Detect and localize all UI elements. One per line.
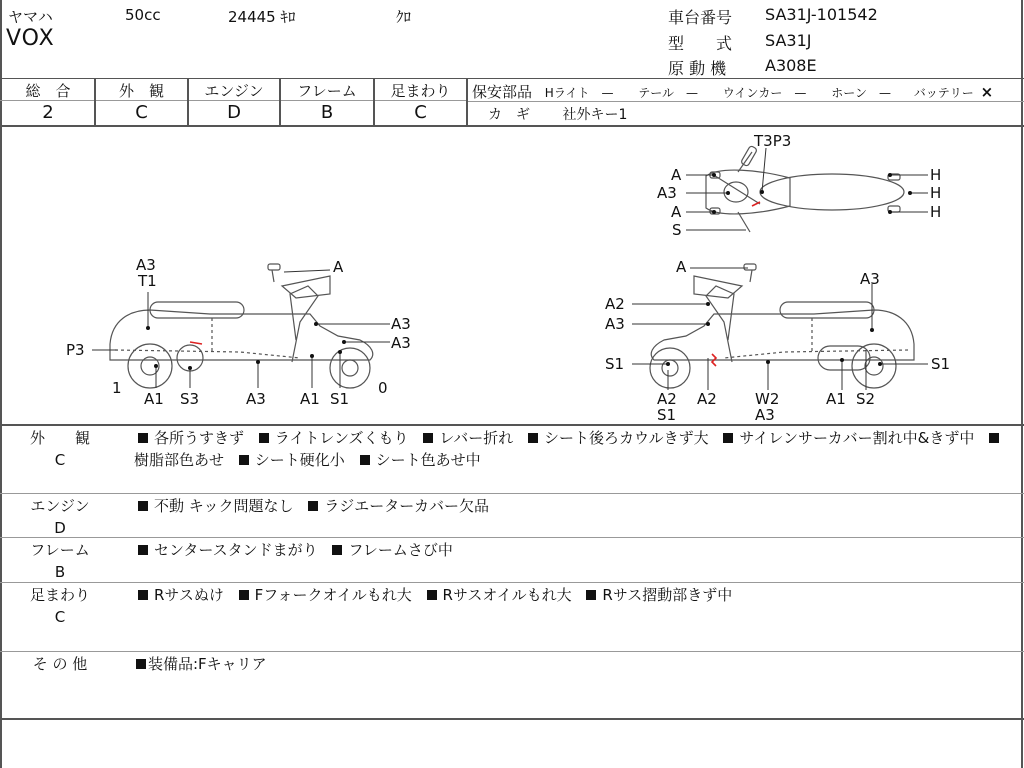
label: A2 <box>697 390 717 408</box>
engine-grade-label: エンジン <box>204 82 264 100</box>
engine-grade: D <box>227 102 241 123</box>
label: 1 <box>112 379 122 397</box>
label: A1 <box>826 390 846 408</box>
safety-battery: バッテリー <box>913 86 974 100</box>
remark-engine-label <box>0 495 120 539</box>
label: S1 <box>330 390 350 408</box>
remark-engine-text <box>134 495 1014 517</box>
label: A <box>676 258 687 276</box>
remark-suspension-label <box>0 584 120 628</box>
label: S3 <box>180 390 200 408</box>
remark-grade: D <box>54 519 66 537</box>
col-sep <box>466 78 468 126</box>
label: A3 <box>657 184 677 202</box>
remark-other-text <box>134 653 1014 675</box>
label: S <box>672 221 682 239</box>
label: A2 <box>657 390 677 408</box>
divider <box>0 718 1024 720</box>
remark-item: レバー折れ <box>439 429 514 447</box>
label: A3 <box>605 315 625 333</box>
label: H <box>930 166 942 184</box>
remark-suspension-text <box>134 584 1014 606</box>
label: A2 <box>605 295 625 313</box>
model-name: VOX <box>6 26 55 51</box>
safety-tail: テール — <box>638 86 699 100</box>
remark-item: シート後ろカウルきず大 <box>544 429 709 447</box>
remark-item: シート硬化小 <box>254 451 345 469</box>
remark-item: サイレンサーカバー割れ中&きず中 <box>739 429 975 447</box>
overall-label: 総 合 <box>25 82 71 100</box>
label: A1 <box>144 390 164 408</box>
remark-frame-label <box>0 539 120 583</box>
label: A3 <box>391 315 411 333</box>
displacement: 50cc <box>125 6 161 24</box>
label: A <box>671 203 682 221</box>
label: 0 <box>378 379 388 397</box>
label: T3P3 <box>754 132 792 150</box>
label: S1 <box>931 355 951 373</box>
label: A1 <box>300 390 320 408</box>
label: H <box>930 184 942 202</box>
label: W2 <box>755 390 780 408</box>
remark-frame-text <box>134 539 1014 561</box>
remark-item: フレームさび中 <box>348 541 453 559</box>
label: S2 <box>856 390 876 408</box>
safety-horn: ホーン — <box>831 86 891 100</box>
remark-item: Fフォークオイルもれ大 <box>254 586 412 604</box>
remark-grade: C <box>54 608 66 626</box>
damage-diagram <box>0 126 1024 424</box>
remark-item: センタースタンドまがり <box>154 541 318 559</box>
battery-fail-mark: × <box>980 83 994 101</box>
header <box>0 0 1024 78</box>
suspension-grade: C <box>414 102 427 123</box>
safety-label: 保安部品 <box>472 83 533 101</box>
key-label: カ ギ <box>488 107 530 123</box>
remark-label-text: 足まわり <box>29 586 90 604</box>
label: H <box>930 203 942 221</box>
remark-exterior-label <box>0 427 120 471</box>
type-value: SA31J <box>765 31 812 50</box>
label: A3 <box>246 390 266 408</box>
safety-parts <box>472 81 993 102</box>
divider <box>0 424 1024 426</box>
label: A3 <box>391 334 411 352</box>
remark-grade: B <box>54 563 66 581</box>
remark-item: 不動 キック問題なし <box>154 497 294 515</box>
type-label: 型 式 <box>668 34 733 53</box>
divider <box>0 582 1024 583</box>
label: S1 <box>605 355 625 373</box>
label: P3 <box>66 341 85 359</box>
label: A <box>333 258 344 276</box>
exterior-grade: C <box>135 102 148 123</box>
divider <box>0 493 1024 494</box>
label: A3 <box>860 270 880 288</box>
exterior-label: 外 観 <box>118 82 164 100</box>
keys-row <box>488 104 627 124</box>
color: ｸﾛ <box>396 8 412 26</box>
divider <box>0 537 1024 538</box>
label: A <box>671 166 682 184</box>
remark-item: Rサスぬけ <box>154 586 224 604</box>
frame-grade: B <box>320 102 334 123</box>
engine-label: 原 動 機 <box>668 59 727 78</box>
remark-item: 装備品:Fキャリア <box>148 655 267 673</box>
remark-item: シート色あせ中 <box>375 451 481 469</box>
frame-grade-label: フレーム <box>297 82 357 100</box>
remark-other-label <box>0 653 120 675</box>
safety-winker: ウインカー — <box>722 86 807 100</box>
frame-no-label: 車台番号 <box>668 8 733 27</box>
label: S1 <box>657 406 677 424</box>
maker: ヤマハ <box>8 8 53 26</box>
key-value: 社外キー1 <box>562 107 628 123</box>
remark-item: 各所うすきず <box>154 429 245 447</box>
remark-item: ラジエーターカバー欠品 <box>324 497 489 515</box>
overall-grade: 2 <box>42 102 54 123</box>
scooter-top-view <box>706 145 904 232</box>
remark-item: 樹脂部色あせ <box>134 451 225 469</box>
remark-label-text: そ の 他 <box>32 655 88 673</box>
remark-grade: C <box>54 451 66 469</box>
remark-exterior-text <box>134 427 1014 471</box>
remark-item: Rサス摺動部きず中 <box>602 586 733 604</box>
remark-label-text: 外 観 <box>29 429 90 447</box>
label: T1 <box>138 272 157 290</box>
remark-label-text: エンジン <box>30 497 90 515</box>
label: A3 <box>755 406 775 424</box>
remark-label-text: フレーム <box>30 541 90 559</box>
suspension-grade-label: 足まわり <box>390 82 451 100</box>
mileage: 24445 ｷﾛ <box>228 8 296 26</box>
remark-item: Rサスオイルもれ大 <box>442 586 572 604</box>
safety-headlight: Hライト — <box>544 86 614 100</box>
frame-no: SA31J-101542 <box>765 5 878 24</box>
divider <box>0 78 1024 79</box>
divider <box>0 651 1024 652</box>
engine-value: A308E <box>765 56 817 75</box>
remark-item: ライトレンズくもり <box>274 429 409 447</box>
label: A3 <box>136 256 156 274</box>
